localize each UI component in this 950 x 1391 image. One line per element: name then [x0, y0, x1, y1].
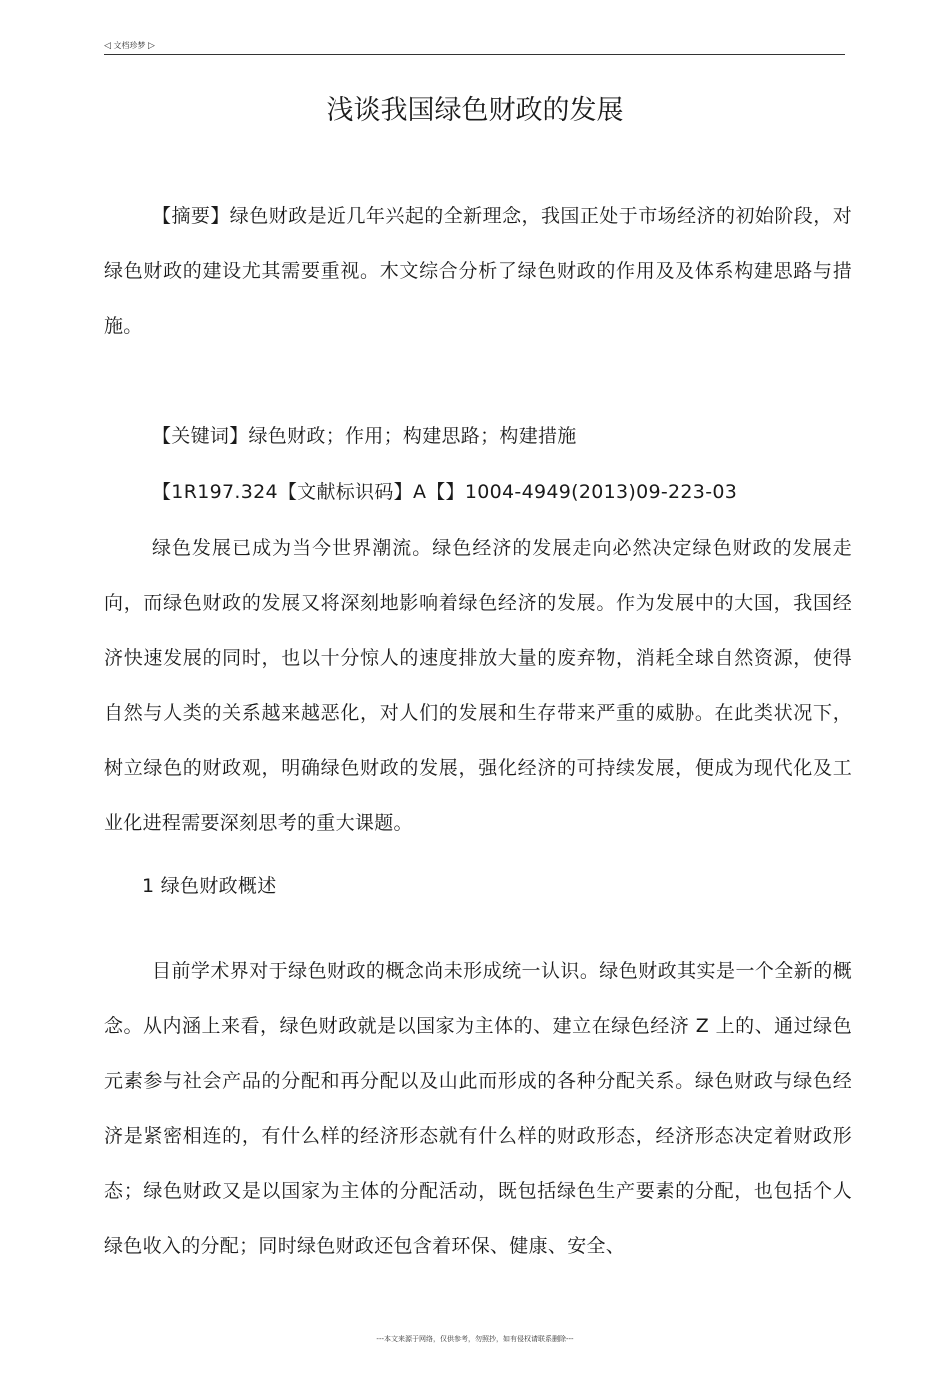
page-footer: ---本文来源于网络，仅供参考，勿照抄，如有侵权请联系删除--- [376, 1335, 574, 1343]
keywords-line: 【关键词】绿色财政；作用；构建思路；构建措施 [152, 425, 577, 447]
intro-paragraph: 绿色发展已成为当今世界潮流。绿色经济的发展走向必然决定绿色财政的发展走向，而绿色财政的发展又将深刻地影响着绿色经济的发展。作为发展中的大国，我国经济快速发展的同时，也以十分惊人的速度排放大量的废弃物，消耗全球自然资源，使得自然与人类的关系越来越恶化，对人们的发展和生存带来严重的威胁。在此类状况下，树立绿色的财政观，明确绿色财政的发展，强化经济的可持续发展，便成为现代化及工业化进程需要深刻思考的重大课题。 [104, 537, 852, 834]
section-heading: 1 绿色财政概述 [142, 875, 277, 897]
right-triangle-icon: ▷ [148, 41, 155, 51]
document-title: 浅谈我国绿色财政的发展 [326, 95, 624, 126]
section-body-paragraph: 目前学术界对于绿色财政的概念尚未形成统一认识。绿色财政其实是一个全新的概念。从内涵上来看，绿色财政就是以国家为主体的、建立在绿色经济 Z 上的、通过绿色元素参与社会产品的分配和再分配以及山此而形成的各种分配关系。绿色财政与绿色经济是紧密相连的，有什么样的经济形态就有什么样的财政形态，经济形态决定着财政形态；绿色财政又是以国家为主体的分配活动，既包括绿色生产要素的分配，也包括个人绿色收入的分配；同时绿色财政还包含着环保、健康、安全、 [104, 960, 852, 1257]
classification-line: 【1R197.324【文献标识码】A【】1004-4949(2013)09-223-03 [152, 481, 738, 503]
page-header [104, 40, 845, 55]
abstract-paragraph: 【摘要】绿色财政是近几年兴起的全新理念，我国正处于市场经济的初始阶段，对绿色财政的建设尤其需要重视。木文综合分析了绿色财政的作用及及体系构建思路与措施。 [104, 205, 852, 337]
header-brand: 文档珍梦 [113, 41, 146, 50]
left-triangle-icon: ◁ [104, 41, 111, 51]
